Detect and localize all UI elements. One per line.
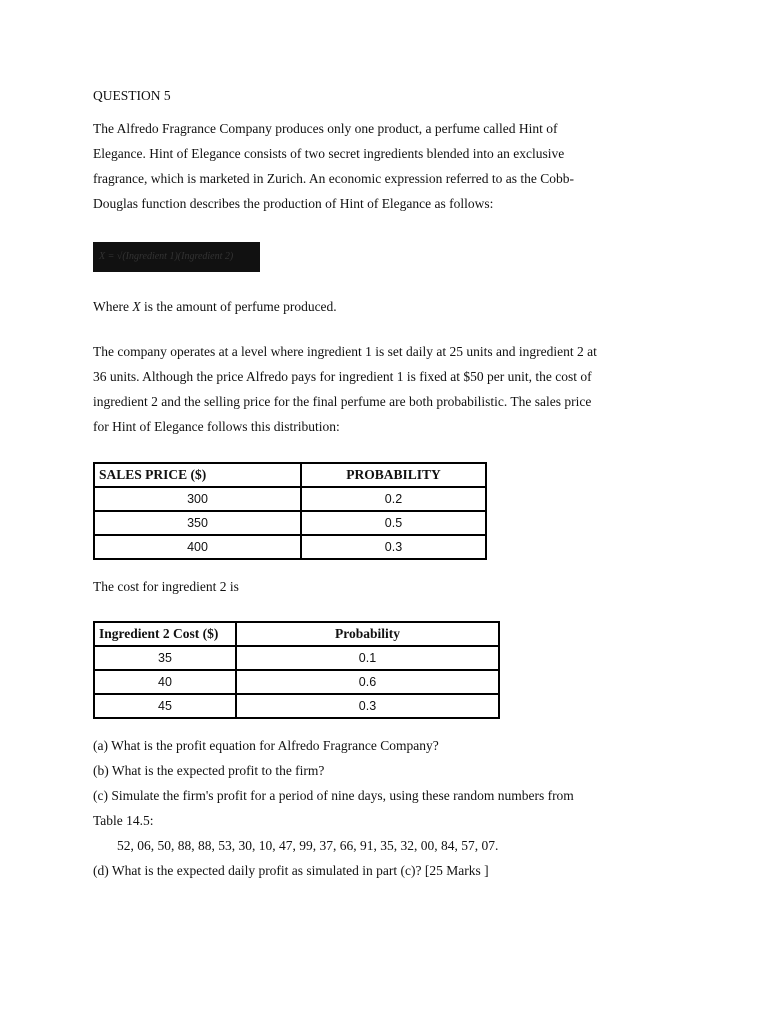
intro-line: Elegance. Hint of Elegance consists of two secret ingredients blended into an exclusive (93, 146, 565, 161)
sales-price-table (93, 462, 487, 560)
table-row (94, 670, 499, 694)
formula-text: X = √(Ingredient 1)(Ingredient 2) (99, 251, 234, 262)
table-row (94, 535, 486, 559)
ingredient-cost-header: Ingredient 2 Cost ($) (94, 622, 236, 646)
intro-paragraph (93, 116, 683, 216)
intro-line: Douglas function describes the production of Hint of Elegance as follows: (93, 196, 494, 211)
cost-intro: The cost for ingredient 2 is (93, 579, 239, 594)
question-heading: QUESTION 5 (93, 88, 171, 103)
table-row (94, 487, 486, 511)
table-cell: 0.1 (236, 646, 499, 670)
probability-header: PROBABILITY (301, 463, 486, 487)
table-header-row (94, 622, 499, 646)
table-cell: 0.6 (236, 670, 499, 694)
question-list (93, 733, 683, 883)
table-cell: 0.2 (301, 487, 486, 511)
random-numbers: 52, 06, 50, 88, 88, 53, 30, 10, 47, 99, 37, 66, 91, 35, 32, 00, 84, 57, 07. (117, 838, 499, 853)
table-cell: 35 (94, 646, 236, 670)
operations-paragraph (93, 339, 683, 439)
where-suffix: is the amount of perfume produced. (140, 299, 337, 314)
table-row (94, 646, 499, 670)
ingredient-cost-table (93, 621, 500, 719)
table-cell: 400 (94, 535, 301, 559)
probability-header: Probability (236, 622, 499, 646)
question-c-line: Table 14.5: (93, 813, 154, 828)
table-cell: 40 (94, 670, 236, 694)
where-variable: X (132, 299, 141, 314)
question-d: (d) What is the expected daily profit as simulated in part (c)? [25 Marks ] (93, 863, 489, 878)
table-cell: 45 (94, 694, 236, 718)
question-c-line: (c) Simulate the firm's profit for a period of nine days, using these random numbers from (93, 788, 574, 803)
question-b: (b) What is the expected profit to the firm? (93, 763, 325, 778)
operations-line: for Hint of Elegance follows this distribution: (93, 419, 340, 434)
intro-line: The Alfredo Fragrance Company produces only one product, a perfume called Hint of (93, 121, 558, 136)
table-row (94, 511, 486, 535)
table-cell: 0.5 (301, 511, 486, 535)
where-prefix: Where (93, 299, 133, 314)
table-header-row (94, 463, 486, 487)
operations-line: 36 units. Although the price Alfredo pays for ingredient 1 is fixed at $50 per unit, the cost of (93, 369, 592, 384)
where-sentence (93, 296, 683, 318)
sales-price-header: SALES PRICE ($) (94, 463, 301, 487)
table-cell: 0.3 (236, 694, 499, 718)
intro-line: fragrance, which is marketed in Zurich. An economic expression referred to as the Cobb- (93, 171, 574, 186)
operations-line: ingredient 2 and the selling price for the final perfume are both probabilistic. The sales price (93, 394, 592, 409)
table-cell: 0.3 (301, 535, 486, 559)
table-cell: 300 (94, 487, 301, 511)
table-cell: 350 (94, 511, 301, 535)
operations-line: The company operates at a level where ingredient 1 is set daily at 25 units and ingredient 2 at (93, 344, 597, 359)
document-page (93, 86, 683, 883)
question-a: (a) What is the profit equation for Alfredo Fragrance Company? (93, 738, 439, 753)
cobb-douglas-formula-image (93, 242, 260, 272)
table-row (94, 694, 499, 718)
question-c (93, 783, 683, 833)
